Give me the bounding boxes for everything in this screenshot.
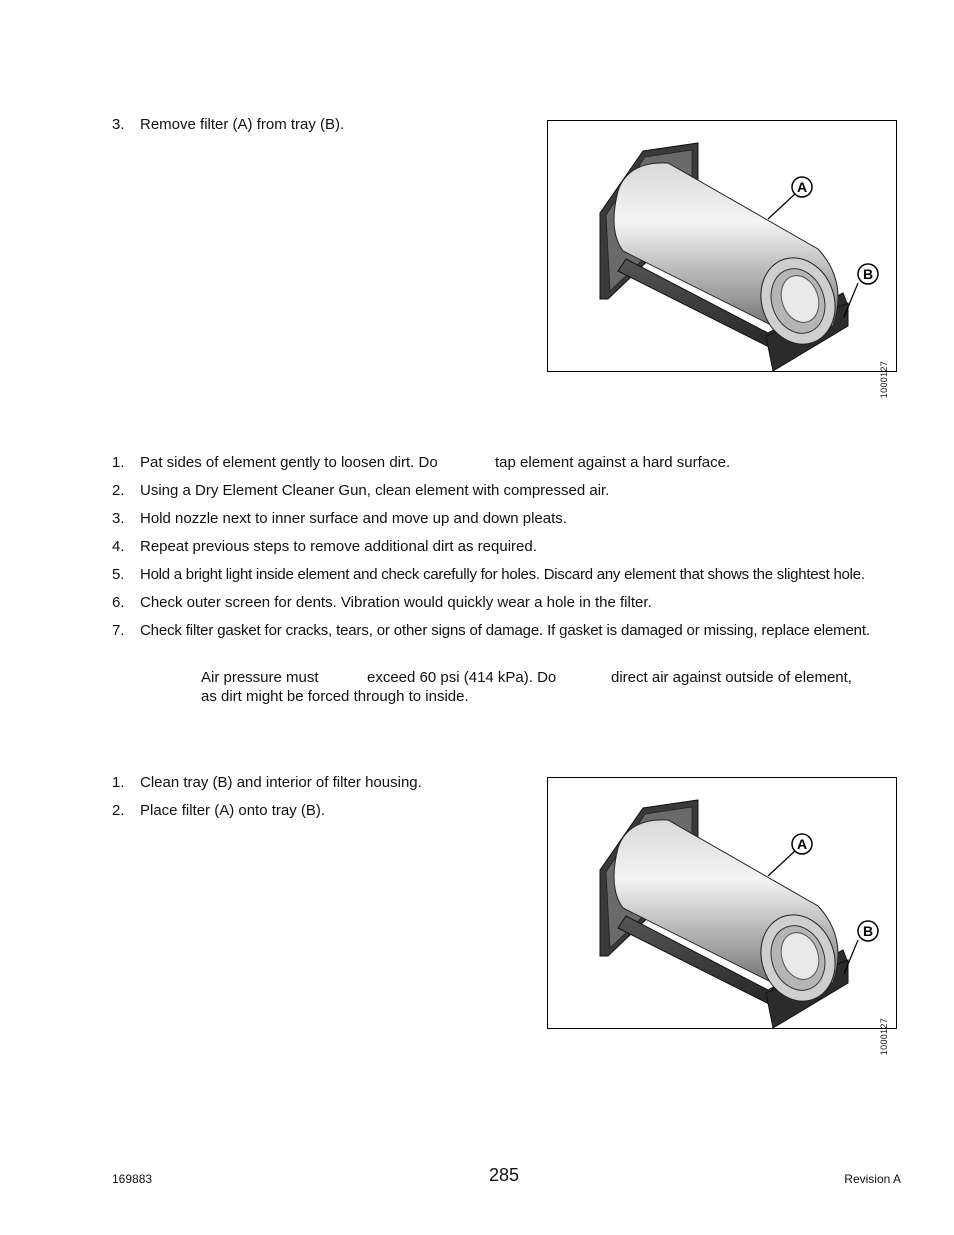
step-text: Repeat previous steps to remove additional dirt as required. bbox=[140, 538, 537, 555]
step-clean-5 bbox=[112, 566, 865, 583]
step-number: 3. bbox=[112, 116, 125, 133]
note-text-2: exceed 60 psi (414 kPa). Do bbox=[367, 669, 557, 686]
revision: Revision A bbox=[844, 1172, 901, 1186]
filter-illustration bbox=[548, 778, 898, 1030]
callout-b: B bbox=[862, 266, 874, 282]
doc-number: 169883 bbox=[112, 1172, 153, 1186]
step-clean-4 bbox=[112, 538, 537, 555]
step-number: 6. bbox=[112, 594, 125, 611]
callout-b: B bbox=[862, 923, 874, 939]
step-text: Hold nozzle next to inner surface and move up and down pleats. bbox=[140, 510, 567, 527]
page-number: 285 bbox=[489, 1165, 520, 1185]
filter-figure-bottom bbox=[547, 777, 897, 1056]
step-text: Check filter gasket for cracks, tears, or other signs of damage. If gasket is damaged or missing, replace element. bbox=[140, 622, 870, 639]
step-number: 1. bbox=[112, 454, 125, 471]
step-number: 2. bbox=[112, 482, 125, 499]
step-text: Remove filter (A) from tray (B). bbox=[140, 116, 345, 133]
note-text-1: Air pressure must bbox=[201, 669, 319, 686]
note-line-2: as dirt might be forced through to inside. bbox=[201, 688, 469, 705]
step-text: Hold a bright light inside element and check carefully for holes. Discard any element that shows the slightest hole. bbox=[140, 566, 865, 583]
step-install-2 bbox=[112, 802, 325, 819]
step-text: Pat sides of element gently to loosen dirt. Do bbox=[140, 454, 438, 471]
step-clean-2 bbox=[112, 482, 609, 499]
step-text: Place filter (A) onto tray (B). bbox=[140, 802, 326, 819]
step-number: 3. bbox=[112, 510, 125, 527]
step-install-1 bbox=[112, 774, 422, 791]
note-line-1 bbox=[201, 669, 852, 686]
step-text: Using a Dry Element Cleaner Gun, clean element with compressed air. bbox=[140, 482, 610, 499]
step-number: 4. bbox=[112, 538, 125, 555]
step-text-cont: tap element against a hard surface. bbox=[495, 454, 731, 471]
step-clean-7 bbox=[112, 622, 870, 639]
step-number: 1. bbox=[112, 774, 125, 791]
step-number: 2. bbox=[112, 802, 125, 819]
step-clean-1 bbox=[112, 454, 731, 471]
step-number: 5. bbox=[112, 566, 125, 583]
figure-id: 1000127 bbox=[879, 361, 889, 399]
filter-illustration bbox=[548, 121, 898, 373]
callout-a: A bbox=[796, 179, 808, 195]
step-text: Clean tray (B) and interior of filter housing. bbox=[140, 774, 422, 791]
callout-a: A bbox=[796, 836, 808, 852]
step-number: 7. bbox=[112, 622, 125, 639]
step-text: Check outer screen for dents. Vibration would quickly wear a hole in the filter. bbox=[140, 594, 652, 611]
step-clean-3 bbox=[112, 510, 567, 527]
figure-id: 1000127 bbox=[879, 1018, 889, 1056]
filter-figure-top bbox=[547, 120, 897, 399]
note-text-3: direct air against outside of element, bbox=[611, 669, 852, 686]
step-clean-6 bbox=[112, 594, 652, 611]
step-remove-3 bbox=[112, 116, 344, 133]
